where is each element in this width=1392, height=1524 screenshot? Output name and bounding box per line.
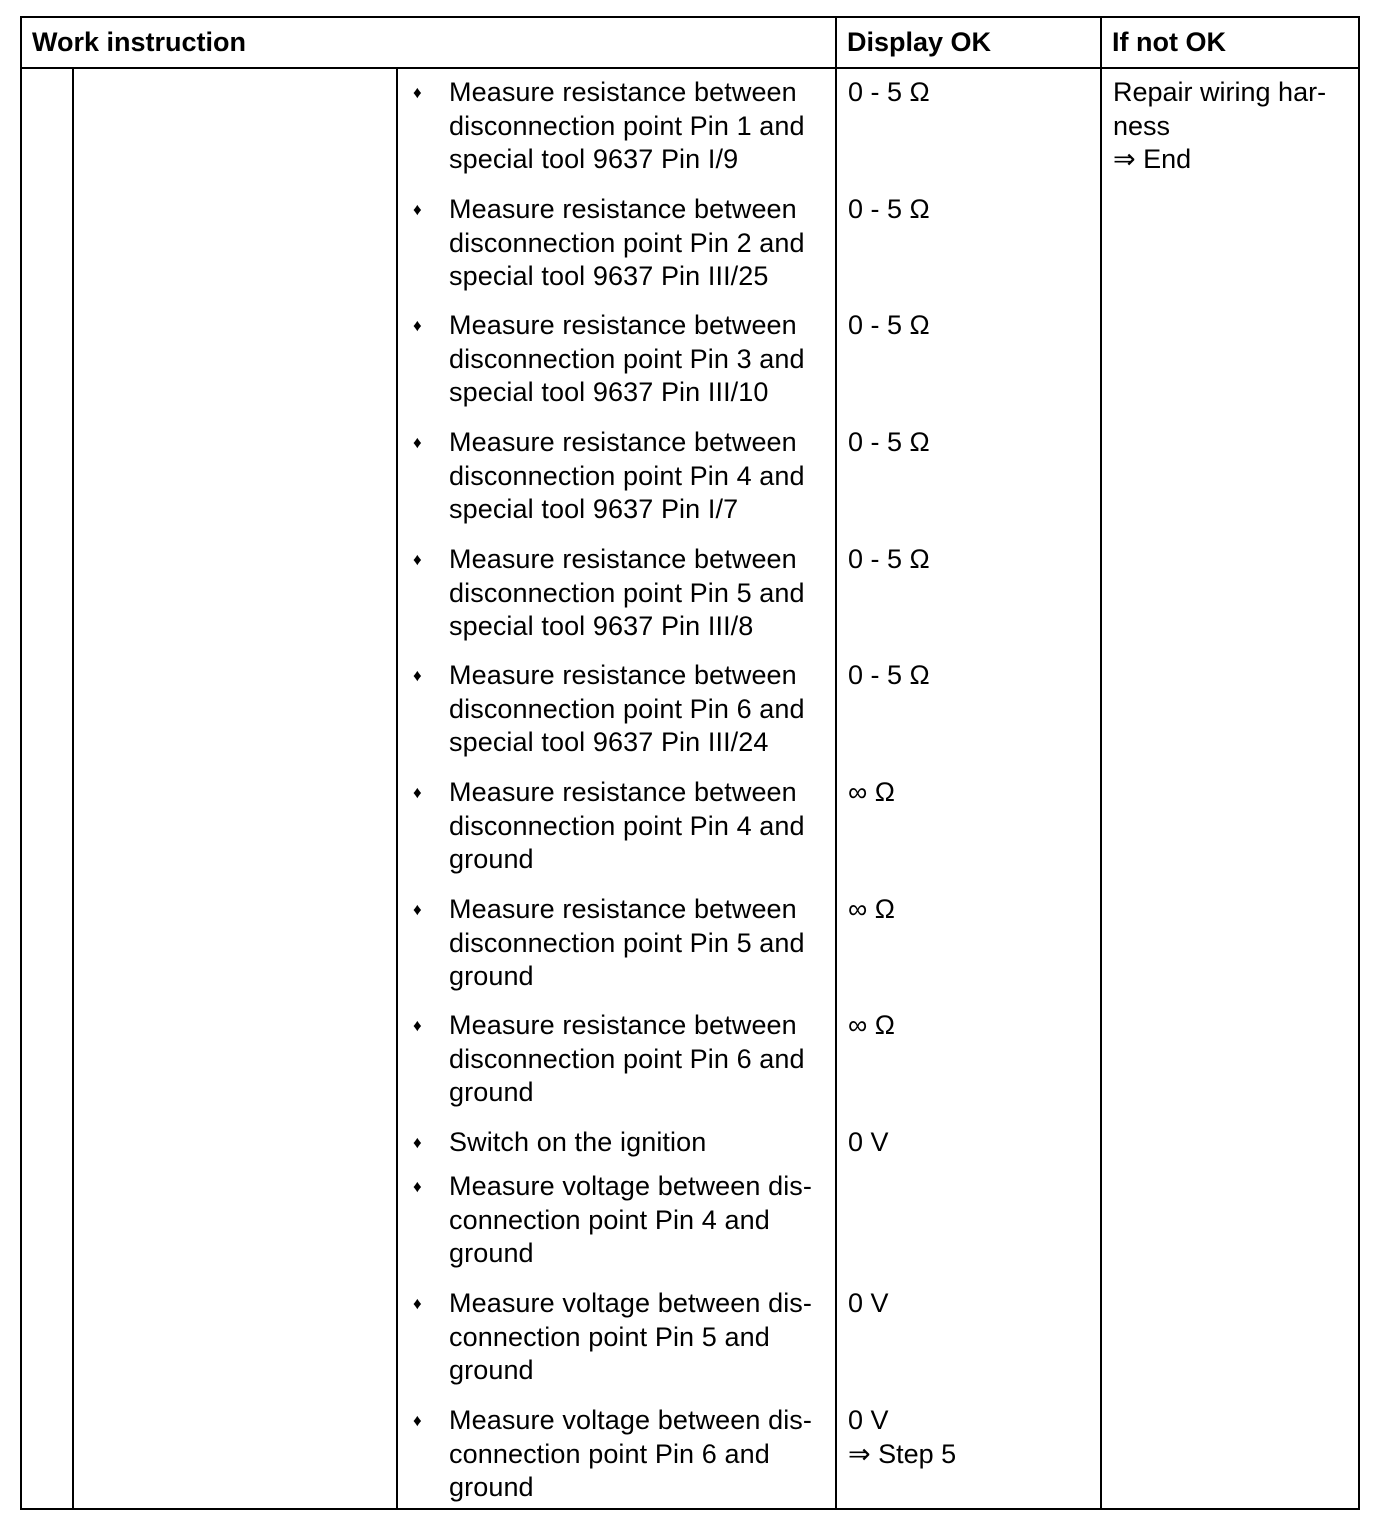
instruction-item xyxy=(449,76,805,177)
instruction-item xyxy=(449,659,805,760)
instruction-line: Measure resistance between xyxy=(449,194,797,224)
bullet-icon: ♦ xyxy=(413,1016,422,1035)
instruction-line: Measure resistance between xyxy=(449,1010,797,1040)
instruction-item xyxy=(449,1126,706,1160)
display-ok-value xyxy=(848,1287,889,1321)
bullet-icon: ♦ xyxy=(413,1177,422,1196)
bullet-icon: ♦ xyxy=(413,550,422,569)
bullet-icon: ♦ xyxy=(413,83,422,102)
instruction-line: disconnection point Pin 1 and xyxy=(449,110,805,141)
instruction-line: disconnection point Pin 5 and xyxy=(449,927,805,958)
header-work-instruction: Work instruction xyxy=(32,27,247,57)
instruction-line: Switch on the ignition xyxy=(449,1127,707,1157)
bullet-icon: ♦ xyxy=(413,1294,422,1313)
bullet-icon: ♦ xyxy=(413,433,422,452)
instruction-line: special tool 9637 Pin I/7 xyxy=(449,494,739,524)
instruction-line: ground xyxy=(449,844,534,874)
instruction-line: Measure resistance between xyxy=(449,660,797,690)
bullet-icon: ♦ xyxy=(413,200,422,219)
instruction-item xyxy=(449,1287,812,1388)
display-ok-value xyxy=(848,543,930,577)
if-not-ok-line: ⇒ End xyxy=(1113,144,1192,174)
instruction-line: ground xyxy=(449,1077,534,1107)
bullet-icon: ♦ xyxy=(413,1411,422,1430)
display-ok-line: 0 - 5 Ω xyxy=(848,194,930,224)
bullet-icon: ♦ xyxy=(413,316,422,335)
display-ok-line: 0 - 5 Ω xyxy=(848,77,930,107)
display-ok-value xyxy=(848,1404,956,1471)
display-ok-value xyxy=(848,309,930,343)
display-ok-line: 0 V xyxy=(848,1127,889,1157)
display-ok-line: 0 - 5 Ω xyxy=(848,310,930,340)
display-ok-line: 0 - 5 Ω xyxy=(848,544,930,574)
instruction-line: ground xyxy=(449,961,534,991)
instruction-line: Measure resistance between xyxy=(449,77,797,107)
bullet-icon: ♦ xyxy=(413,783,422,802)
instruction-item xyxy=(449,893,805,994)
table-header-row xyxy=(22,18,1358,69)
instruction-line: ground xyxy=(449,1355,534,1385)
instruction-item xyxy=(449,1009,805,1110)
instruction-line: special tool 9637 Pin III/8 xyxy=(449,611,754,641)
instruction-item xyxy=(449,1404,812,1505)
instruction-line: disconnection point Pin 6 and xyxy=(449,1043,805,1074)
instruction-line: Measure voltage between dis- xyxy=(449,1171,813,1201)
display-ok-value xyxy=(848,893,895,927)
instruction-line: Measure voltage between dis- xyxy=(449,1288,813,1318)
instruction-line: Measure resistance between xyxy=(449,544,797,574)
display-ok-value xyxy=(848,776,895,810)
display-ok-value xyxy=(848,1126,889,1160)
instruction-line: Measure resistance between xyxy=(449,894,797,924)
instruction-item xyxy=(449,776,805,877)
instruction-line: special tool 9637 Pin I/9 xyxy=(449,144,739,174)
instruction-line: Measure resistance between xyxy=(449,777,797,807)
instruction-line: special tool 9637 Pin III/10 xyxy=(449,377,769,407)
instruction-line: disconnection point Pin 3 and xyxy=(449,343,805,374)
instruction-line: Measure voltage between dis- xyxy=(449,1405,813,1435)
instruction-item xyxy=(449,193,805,294)
display-ok-line: 0 - 5 Ω xyxy=(848,427,930,457)
column-divider-1 xyxy=(72,67,74,1508)
display-ok-line: ∞ Ω xyxy=(848,1010,895,1040)
display-ok-line: ⇒ Step 5 xyxy=(848,1438,957,1469)
bullet-icon: ♦ xyxy=(413,900,422,919)
display-ok-value xyxy=(848,76,930,110)
display-ok-line: 0 V xyxy=(848,1288,889,1318)
instruction-line: Measure resistance between xyxy=(449,310,797,340)
bullet-icon: ♦ xyxy=(413,1133,422,1152)
instruction-line: disconnection point Pin 4 and xyxy=(449,810,805,841)
display-ok-line: 0 V xyxy=(848,1405,889,1435)
column-divider-2 xyxy=(396,67,398,1508)
instruction-line: disconnection point Pin 5 and xyxy=(449,577,805,608)
instruction-item xyxy=(449,426,805,527)
display-ok-value xyxy=(848,193,930,227)
display-ok-value xyxy=(848,426,930,460)
instruction-item xyxy=(449,309,805,410)
instruction-line: disconnection point Pin 6 and xyxy=(449,693,805,724)
instruction-line: special tool 9637 Pin III/25 xyxy=(449,261,769,291)
instruction-line: ground xyxy=(449,1472,534,1502)
instruction-line: disconnection point Pin 2 and xyxy=(449,227,805,258)
if-not-ok-line: ness xyxy=(1113,110,1171,141)
column-divider-display xyxy=(835,18,837,1508)
display-ok-line: 0 - 5 Ω xyxy=(848,660,930,690)
display-ok-line: ∞ Ω xyxy=(848,894,895,924)
display-ok-value xyxy=(848,1009,895,1043)
header-if-not-ok: If not OK xyxy=(1112,27,1226,57)
work-instruction-table xyxy=(20,16,1360,1510)
instruction-line: ground xyxy=(449,1238,534,1268)
instruction-line: special tool 9637 Pin III/24 xyxy=(449,727,769,757)
column-divider-notok xyxy=(1100,18,1102,1508)
display-ok-line: ∞ Ω xyxy=(848,777,895,807)
instruction-line: disconnection point Pin 4 and xyxy=(449,460,805,491)
instruction-line: connection point Pin 6 and xyxy=(449,1438,770,1469)
instruction-line: connection point Pin 5 and xyxy=(449,1321,770,1352)
header-display-ok: Display OK xyxy=(847,27,992,57)
instruction-line: connection point Pin 4 and xyxy=(449,1204,770,1235)
instruction-line: Measure resistance between xyxy=(449,427,797,457)
display-ok-value xyxy=(848,659,930,693)
bullet-icon: ♦ xyxy=(413,666,422,685)
instruction-item xyxy=(449,1170,812,1271)
if-not-ok-text xyxy=(1113,76,1326,177)
if-not-ok-line: Repair wiring har- xyxy=(1113,77,1327,107)
instruction-item xyxy=(449,543,805,644)
